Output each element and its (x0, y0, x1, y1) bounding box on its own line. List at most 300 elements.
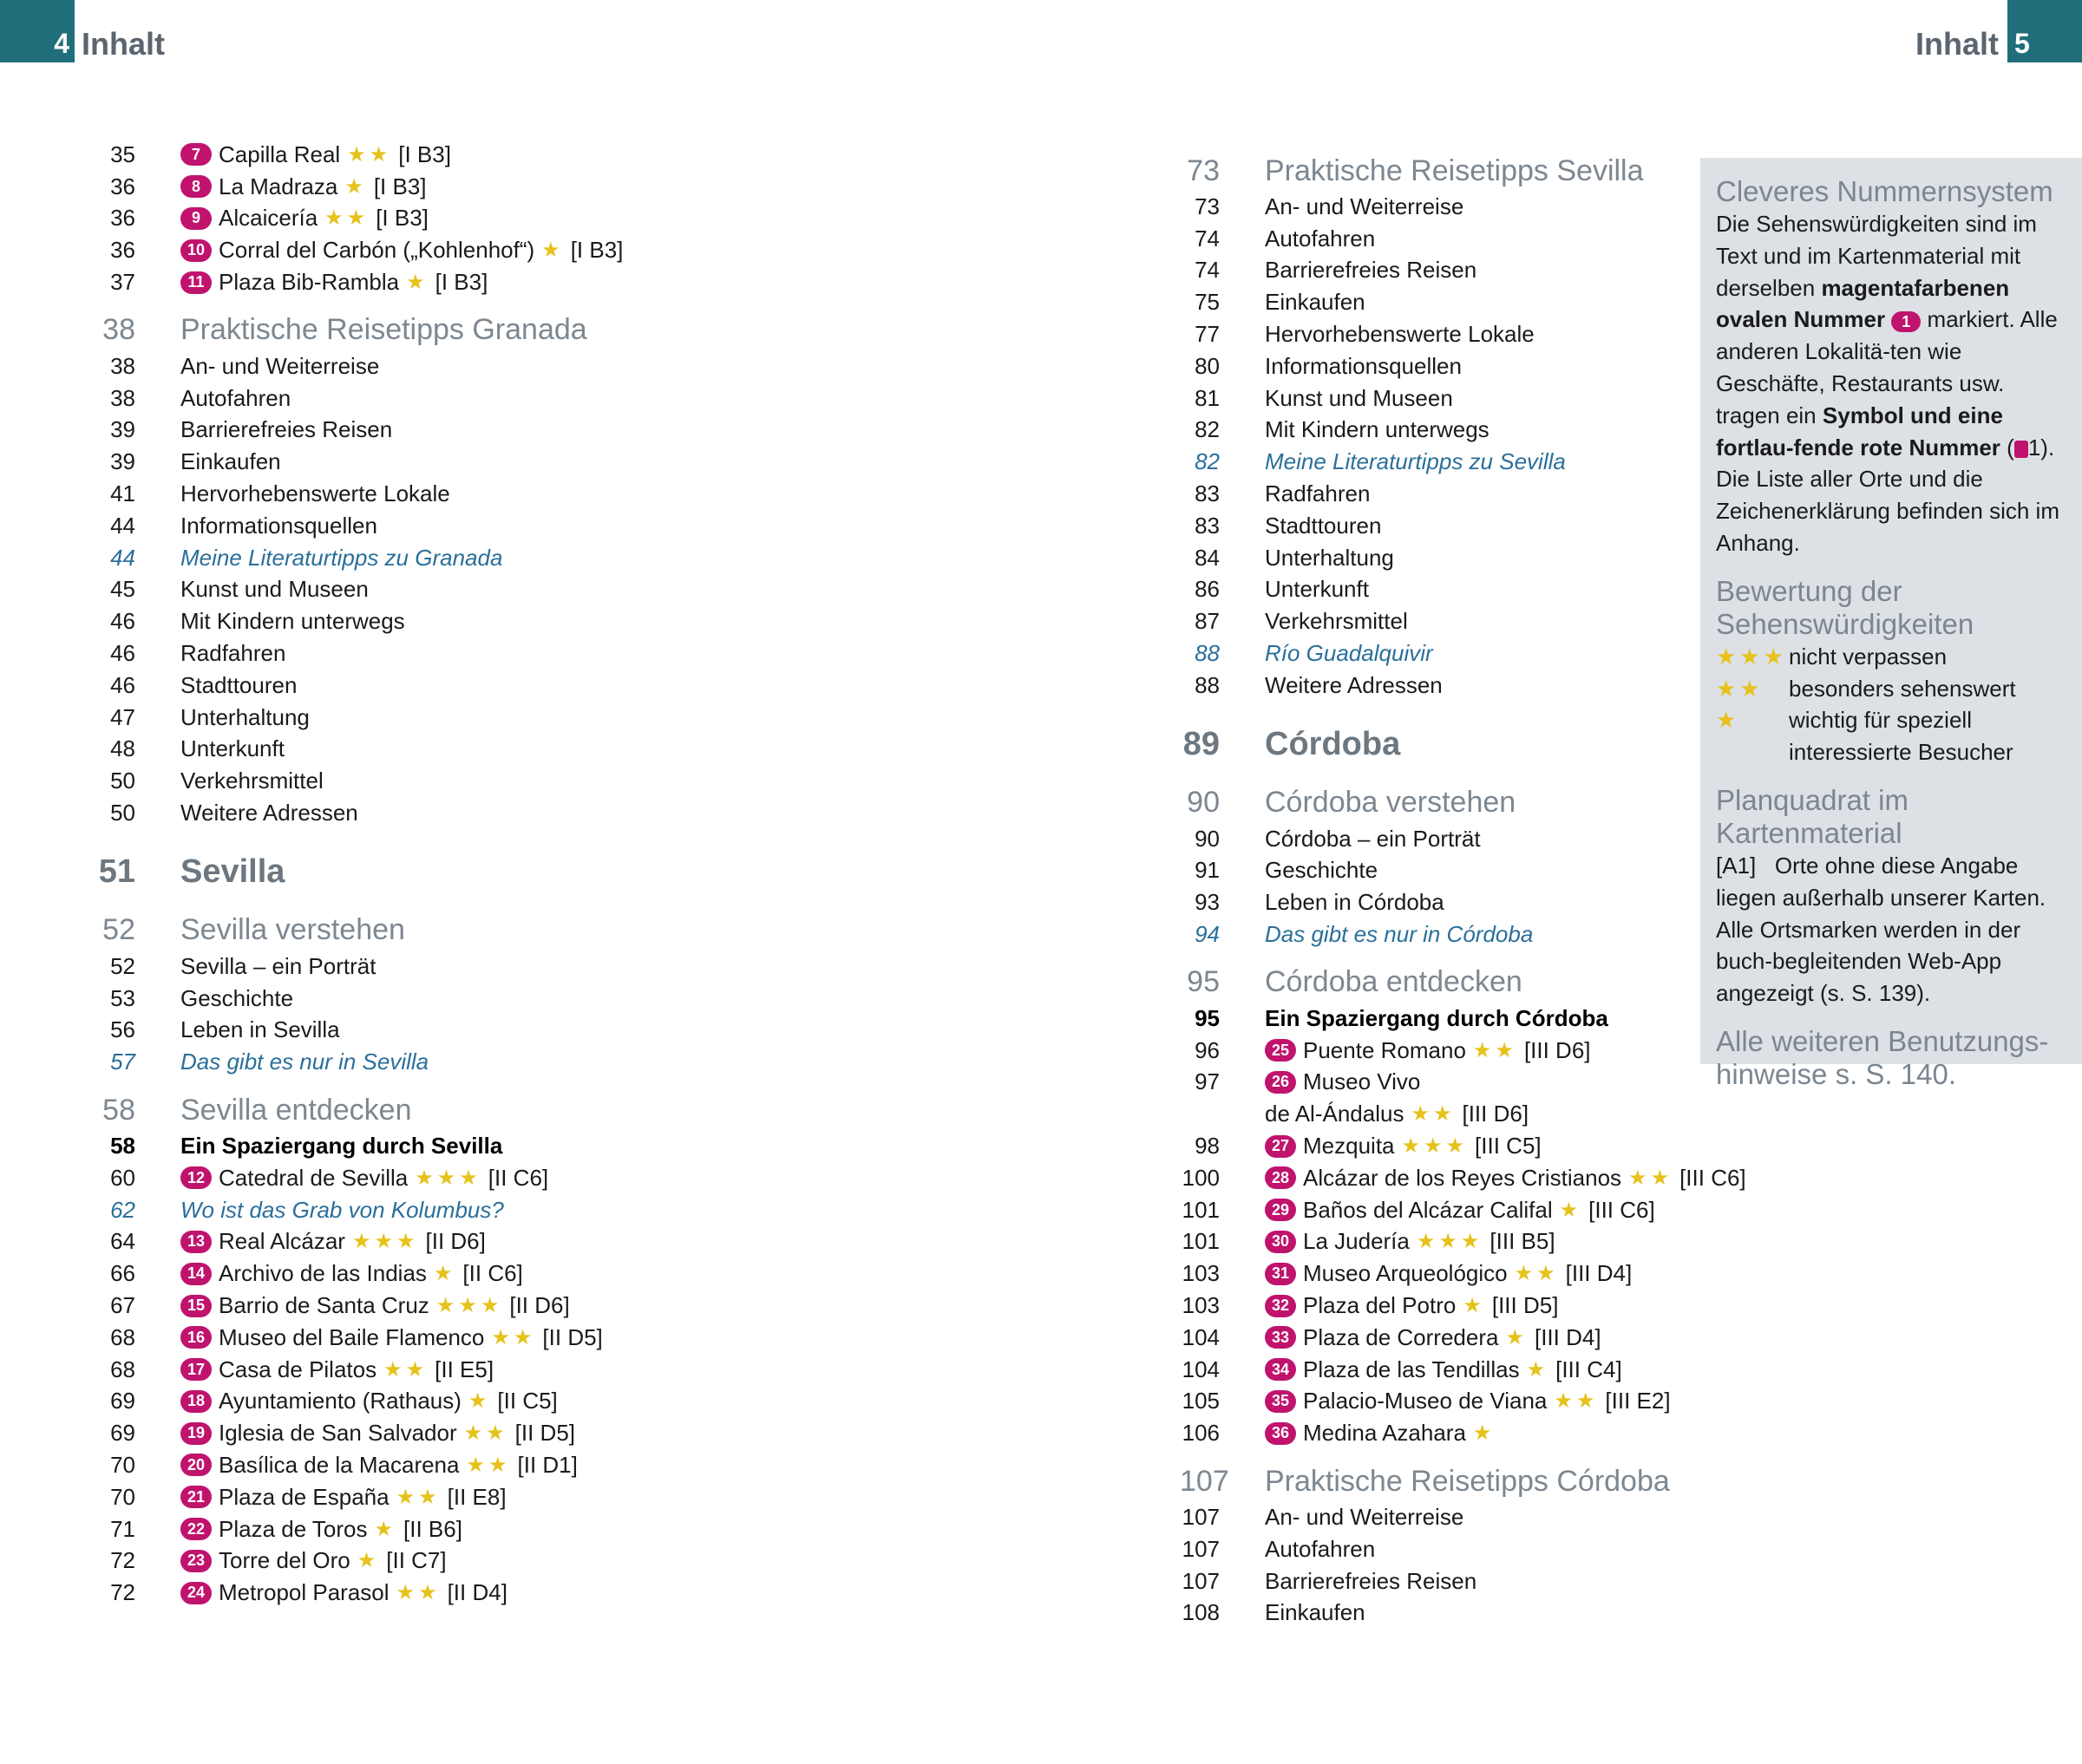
toc-entry[interactable] (95, 1162, 876, 1194)
page-number: 48 (110, 735, 135, 762)
entry-content (180, 1094, 412, 1127)
right-page-title: Inhalt (1915, 26, 1999, 62)
page-number: 35 (110, 140, 135, 167)
map-grid-reference: [I B3] (373, 173, 427, 199)
toc-entry[interactable] (1180, 446, 1718, 478)
page-number: 52 (110, 952, 135, 979)
page-number: 101 (1182, 1228, 1220, 1255)
map-grid-reference: [II D4] (447, 1579, 507, 1606)
entry-content (1265, 353, 1462, 380)
page-number: 103 (1182, 1260, 1220, 1287)
entry-content (180, 576, 369, 603)
entry-title: de Al-Ándalus (1265, 1101, 1404, 1127)
entry-title: Plaza de Corredera (1303, 1323, 1499, 1350)
toc-entry[interactable] (1180, 637, 1718, 670)
toc-left-column (95, 139, 876, 1609)
entry-title: Córdoba verstehen (1265, 786, 1516, 820)
sight-number-badge-icon: 29 (1265, 1199, 1296, 1221)
page-number: 46 (110, 640, 135, 667)
map-grid-reference: [II E5] (435, 1356, 494, 1382)
grid-text (1716, 850, 2065, 1009)
toc-entry[interactable] (95, 203, 876, 235)
toc-entry[interactable] (95, 605, 876, 637)
sight-number-badge-icon: 22 (180, 1518, 212, 1540)
toc-entry[interactable] (95, 983, 876, 1015)
toc-entry[interactable] (95, 1258, 876, 1290)
entry-title: Metropol Parasol (219, 1579, 390, 1606)
page-number: 103 (1182, 1292, 1220, 1318)
rating-legend-row (1716, 673, 2065, 705)
sight-number-badge-icon: 18 (180, 1390, 212, 1413)
page-number: 95 (1187, 965, 1220, 999)
entry-content (180, 1420, 575, 1447)
entry-title: Real Alcázar (219, 1228, 345, 1255)
toc-entry[interactable] (95, 765, 876, 797)
sight-number-badge-icon: 13 (180, 1231, 212, 1253)
toc-entry[interactable] (1180, 1290, 1718, 1322)
sight-number-badge-icon: 28 (1265, 1166, 1296, 1189)
rating-stars-icon: ★ (1559, 1198, 1582, 1222)
grid-info (1716, 784, 2065, 1009)
entry-title: Hervorhebenswerte Lokale (180, 480, 450, 507)
entry-title: Museo Arqueológico (1303, 1260, 1508, 1287)
toc-entry[interactable] (95, 1449, 876, 1481)
toc-entry[interactable] (1180, 478, 1718, 510)
entry-content (1265, 726, 1400, 763)
toc-entry[interactable] (95, 702, 876, 734)
entry-title: Córdoba – ein Porträt (1265, 825, 1481, 852)
entry-content (1265, 321, 1535, 348)
page-number: 69 (110, 1388, 135, 1414)
map-grid-reference: [I B3] (376, 205, 429, 232)
toc-entry[interactable] (1180, 415, 1718, 447)
page-number: 104 (1182, 1356, 1220, 1382)
entry-title: Capilla Real (219, 140, 341, 167)
page-number: 64 (110, 1228, 135, 1255)
rating-info (1716, 575, 2065, 768)
map-grid-reference: [III D6] (1462, 1101, 1529, 1127)
toc-entry[interactable] (95, 797, 876, 829)
entry-title: Ayuntamiento (Rathaus) (219, 1388, 462, 1414)
page-number: 71 (110, 1515, 135, 1542)
toc-entry[interactable] (1180, 542, 1718, 574)
entry-title: Praktische Reisetipps Granada (180, 313, 587, 347)
entry-content (1265, 786, 1516, 820)
numbering-info (1716, 175, 2065, 559)
map-grid-reference: [III B5] (1489, 1228, 1555, 1255)
entry-content (1265, 1599, 1365, 1626)
entry-title: Barrierefreies Reisen (1265, 257, 1477, 284)
toc-entry[interactable] (1180, 1565, 1718, 1597)
toc-entry[interactable] (1180, 1386, 1718, 1418)
entry-content (180, 1016, 340, 1043)
toc-entry[interactable] (95, 1417, 876, 1449)
sight-number-badge-icon: 20 (180, 1454, 212, 1476)
rating-stars-icon: ★★★ (435, 1294, 503, 1317)
toc-entry[interactable] (1180, 886, 1718, 918)
more-info (1716, 1025, 2065, 1091)
entry-title: Unterhaltung (1265, 544, 1394, 571)
toc-entry[interactable] (95, 415, 876, 447)
toc-entry[interactable] (1180, 823, 1718, 855)
entry-content (180, 385, 291, 412)
rating-stars-icon: ★★ (383, 1357, 429, 1382)
entry-content (1265, 1420, 1495, 1447)
toc-entry[interactable] (95, 1015, 876, 1047)
toc-entry[interactable] (95, 1046, 876, 1078)
entry-title: Verkehrsmittel (180, 768, 324, 794)
sight-number-badge-icon: 17 (180, 1358, 212, 1381)
toc-entry[interactable] (1180, 1322, 1718, 1354)
rating-stars-icon: ★ (357, 1549, 380, 1573)
entry-title: Torre del Oro (219, 1547, 350, 1574)
section-heading[interactable] (95, 310, 876, 350)
entry-title: Kunst und Museen (1265, 384, 1453, 411)
entry-title: Geschichte (1265, 857, 1378, 884)
toc-entry[interactable] (95, 266, 876, 298)
entry-title: Catedral de Sevilla (219, 1164, 409, 1191)
entry-content (1265, 289, 1365, 316)
entry-content (1265, 513, 1381, 539)
page-number: 68 (110, 1323, 135, 1350)
page-number: 97 (1195, 1068, 1220, 1095)
entry-content (180, 353, 379, 380)
toc-entry[interactable] (95, 1513, 876, 1545)
entry-title: Weitere Adressen (180, 800, 358, 826)
section-heading[interactable] (1180, 151, 1718, 191)
entry-content (180, 608, 405, 635)
entry-content (180, 1197, 504, 1224)
toc-entry[interactable] (95, 350, 876, 382)
page-number: 73 (1187, 154, 1220, 187)
entry-title: Unterkunft (1265, 576, 1369, 603)
sight-number-badge-icon: 23 (180, 1550, 212, 1572)
entry-title: Medina Azahara (1303, 1420, 1466, 1447)
toc-entry[interactable] (95, 637, 876, 670)
toc-entry[interactable] (1180, 1067, 1718, 1099)
entry-title: Plaza del Potro (1303, 1292, 1457, 1318)
toc-entry[interactable] (95, 1290, 876, 1322)
toc-entry[interactable] (95, 1226, 876, 1258)
map-grid-reference: [II C7] (386, 1547, 447, 1574)
rating-label: besonders sehenswert (1789, 675, 2016, 702)
toc-entry[interactable] (95, 382, 876, 415)
page-number: 66 (110, 1260, 135, 1287)
entry-content (1265, 1536, 1375, 1563)
page-number: 88 (1195, 671, 1220, 698)
page-number: 53 (110, 984, 135, 1011)
page-number: 107 (1182, 1535, 1220, 1562)
sight-number-badge-icon: 16 (180, 1326, 212, 1349)
toc-entry[interactable] (95, 1545, 876, 1577)
entry-content (180, 768, 324, 794)
toc-entry[interactable] (95, 171, 876, 203)
rating-stars-icon: ★★★ (1401, 1134, 1469, 1159)
toc-entry[interactable] (1180, 1226, 1718, 1258)
numbering-text-2: markiert. Alle anderen Lokalitä-ten wie Geschäfte, Restaurants usw. tragen ein (1716, 306, 2058, 428)
rating-label: nicht verpassen (1789, 643, 1948, 670)
toc-entry[interactable] (95, 1577, 876, 1609)
numbering-bold-1: magentafarbenen ovalen Nummer (1716, 274, 2010, 333)
rating-stars-icon: ★★★ (1416, 1230, 1483, 1254)
page-number: 107 (1182, 1567, 1220, 1594)
entry-content (1265, 257, 1476, 284)
toc-entry[interactable] (95, 670, 876, 702)
page-number: 87 (1195, 608, 1220, 635)
toc-entry[interactable] (95, 139, 876, 171)
entry-title: Plaza Bib-Rambla (219, 269, 400, 296)
page-number: 107 (1182, 1503, 1220, 1530)
page-number: 62 (110, 1196, 135, 1223)
toc-entry[interactable] (1180, 286, 1718, 318)
rating-stars-icon: ★ (1505, 1325, 1528, 1349)
sight-number-badge-icon: 32 (1265, 1295, 1296, 1317)
page-number: 96 (1195, 1036, 1220, 1063)
rating-stars-icon: ★ (374, 1517, 397, 1541)
entry-title: Einkaufen (180, 448, 281, 475)
map-grid-reference: [II C6] (462, 1260, 523, 1287)
rating-stars-icon: ★★ (463, 1421, 508, 1446)
rating-stars-icon: ★ (344, 174, 367, 199)
toc-entry[interactable] (95, 446, 876, 478)
entry-content (1265, 1197, 1655, 1224)
page-number: 91 (1195, 857, 1220, 884)
entry-title: La Madraza (219, 173, 338, 199)
toc-entry[interactable] (95, 510, 876, 542)
entry-content (1265, 545, 1394, 572)
page-number: 39 (110, 448, 135, 475)
map-grid-reference: [II D5] (542, 1323, 603, 1350)
entry-title: Verkehrsmittel (1265, 608, 1408, 635)
left-page-title: Inhalt (82, 26, 165, 62)
entry-content (180, 1547, 447, 1574)
page-number: 104 (1182, 1323, 1220, 1350)
grid-description: Orte ohne diese Angabe liegen außerhalb unserer Karten. Alle Ortsmarken werden in der buch-begleitenden Web-App angezeigt (s. S. 139). (1716, 852, 2046, 1007)
entry-content (1265, 640, 1433, 667)
page-number: 36 (110, 173, 135, 199)
rating-stars-icon: ★★★ (1716, 643, 1787, 670)
entry-title: Museo del Baile Flamenco (219, 1323, 485, 1350)
entry-content (1265, 576, 1369, 603)
toc-entry[interactable] (1180, 1501, 1718, 1533)
entry-title: Puente Romano (1303, 1036, 1466, 1063)
toc-entry[interactable] (1180, 382, 1718, 415)
page-number: 100 (1182, 1164, 1220, 1191)
rating-stars-icon: ★ (406, 271, 429, 295)
entry-content (180, 1228, 486, 1255)
map-grid-reference: [I B3] (570, 237, 624, 264)
toc-entry[interactable] (1180, 918, 1718, 951)
toc-entry[interactable] (1180, 1130, 1718, 1162)
toc-entry[interactable] (95, 234, 876, 266)
chapter-heading[interactable] (95, 846, 876, 898)
rating-stars-icon: ★★ (1411, 1102, 1456, 1127)
entry-title: Alcázar de los Reyes Cristianos (1303, 1164, 1622, 1191)
sight-number-badge-icon: 25 (1265, 1039, 1296, 1062)
entry-content (1265, 154, 1644, 188)
page-number: 84 (1195, 544, 1220, 571)
entry-content (180, 1049, 429, 1075)
rating-stars-icon: ★ (433, 1262, 456, 1286)
entry-title: Unterhaltung (180, 703, 310, 730)
toc-entry[interactable] (1180, 350, 1718, 382)
map-grid-reference: [II D1] (517, 1451, 578, 1478)
toc-entry[interactable] (95, 951, 876, 983)
toc-entry[interactable] (1180, 605, 1718, 637)
map-grid-reference: [III C4] (1555, 1356, 1622, 1382)
page-number: 68 (110, 1356, 135, 1382)
sight-number-badge-icon: 30 (1265, 1231, 1296, 1253)
section-heading[interactable] (1180, 963, 1718, 1003)
entry-content (1265, 857, 1378, 884)
sight-number-badge-icon: 8 (180, 175, 212, 198)
toc-entry[interactable] (1180, 1194, 1718, 1226)
entry-content (180, 1260, 523, 1287)
entry-title: An- und Weiterreise (180, 352, 380, 379)
entry-title: Autofahren (180, 384, 291, 411)
entry-title: Einkaufen (1265, 1599, 1365, 1626)
numbering-text-3: ). Die Liste aller Orte und die Zeichenerklärung befinden sich im Anhang. (1716, 434, 2059, 556)
toc-entry[interactable] (95, 734, 876, 766)
entry-content (1265, 1356, 1622, 1383)
toc-entry[interactable] (1180, 1258, 1718, 1290)
numbering-text-1: Die Sehenswürdigkeiten sind im Text und im Kartenmaterial mit derselben (1716, 211, 2037, 301)
toc-entry[interactable] (1180, 1417, 1718, 1449)
page-number: 51 (98, 853, 135, 891)
entry-title: Kunst und Museen (180, 576, 369, 603)
entry-title: Radfahren (1265, 480, 1371, 507)
toc-entry[interactable] (1180, 1098, 1718, 1130)
page-number: 50 (110, 800, 135, 826)
toc-entry[interactable] (95, 542, 876, 574)
toc-entry[interactable] (95, 1130, 876, 1162)
entry-content (180, 735, 285, 762)
rating-stars-icon: ★ (1716, 707, 1740, 734)
toc-entry[interactable] (1180, 855, 1718, 887)
entry-content (1265, 826, 1481, 853)
entry-title: Plaza de Toros (219, 1515, 368, 1542)
toc-entry[interactable] (95, 574, 876, 606)
page-number: 90 (1195, 825, 1220, 852)
page-number: 46 (110, 608, 135, 635)
entry-content (180, 1324, 603, 1351)
entry-title: Informationsquellen (1265, 352, 1462, 379)
toc-entry[interactable] (1180, 670, 1718, 702)
toc-entry[interactable] (95, 1386, 876, 1418)
sight-number-badge-icon: 34 (1265, 1358, 1296, 1381)
rating-stars-icon: ★★★ (351, 1230, 419, 1254)
entry-content (180, 672, 297, 699)
chapter-heading[interactable] (1180, 719, 1718, 771)
rating-stars-icon: ★ (1472, 1421, 1496, 1446)
toc-entry[interactable] (1180, 1003, 1718, 1035)
toc-entry[interactable] (1180, 318, 1718, 350)
toc-entry[interactable] (95, 1194, 876, 1226)
entry-title: Radfahren (180, 640, 286, 667)
section-heading[interactable] (95, 911, 876, 951)
legend-sidebar (1700, 158, 2082, 1090)
page-number: 47 (110, 703, 135, 730)
entry-content (180, 1484, 507, 1511)
rating-stars-icon: ★★ (1514, 1262, 1559, 1286)
page-number: 58 (102, 1093, 135, 1127)
entry-content (180, 448, 281, 475)
entry-title: Einkaufen (1265, 289, 1365, 316)
map-grid-reference: [III D4] (1565, 1260, 1633, 1287)
entry-title: Plaza de España (219, 1483, 390, 1510)
entry-content (180, 704, 310, 731)
sight-number-badge-icon: 24 (180, 1582, 212, 1604)
rating-stars-icon: ★★ (396, 1485, 441, 1509)
toc-entry[interactable] (1180, 510, 1718, 542)
toc-entry[interactable] (1180, 255, 1718, 287)
lock-symbol-icon (2014, 441, 2028, 458)
toc-entry[interactable] (95, 478, 876, 510)
page-number: 58 (110, 1133, 135, 1160)
page-number: 45 (110, 576, 135, 603)
page-number: 77 (1195, 321, 1220, 348)
sight-number-badge-icon: 15 (180, 1295, 212, 1317)
entry-title: Autofahren (1265, 225, 1376, 252)
page-number: 83 (1195, 512, 1220, 539)
toc-entry[interactable] (95, 1481, 876, 1513)
sight-number-badge-icon: 21 (180, 1486, 212, 1508)
toc-entry[interactable] (1180, 1597, 1718, 1629)
page-number: 70 (110, 1483, 135, 1510)
sight-number-badge-icon: 9 (180, 207, 212, 230)
entry-title: Meine Literaturtipps zu Sevilla (1265, 448, 1566, 475)
toc-entry[interactable] (95, 1322, 876, 1354)
map-grid-reference: [I B3] (398, 140, 451, 167)
toc-entry[interactable] (1180, 191, 1718, 223)
toc-entry[interactable] (95, 1354, 876, 1386)
page-number: 39 (110, 416, 135, 443)
toc-middle-column (1180, 139, 1746, 1629)
toc-entry[interactable] (1180, 574, 1718, 606)
entry-content (180, 1292, 570, 1319)
entry-content (180, 1133, 502, 1160)
section-heading[interactable] (95, 1090, 876, 1130)
entry-content (180, 985, 293, 1012)
sight-number-badge-icon: 35 (1265, 1390, 1296, 1413)
toc-entry[interactable] (1180, 1035, 1718, 1067)
section-heading[interactable] (1180, 783, 1718, 823)
toc-entry[interactable] (1180, 223, 1718, 255)
entry-title: Unterkunft (180, 735, 285, 762)
map-grid-reference: [III D4] (1534, 1323, 1601, 1350)
entry-content (180, 1388, 558, 1414)
toc-entry[interactable] (1180, 1533, 1718, 1565)
section-heading[interactable] (1180, 1461, 1718, 1501)
entry-content (1265, 1504, 1463, 1531)
entry-content (1265, 1388, 1671, 1414)
entry-title: Córdoba entdecken (1265, 965, 1522, 999)
toc-entry[interactable] (1180, 1162, 1746, 1194)
entry-title: Casa de Pilatos (219, 1356, 377, 1382)
map-grid-reference: [II B6] (403, 1515, 462, 1542)
rating-stars-icon: ★★ (324, 206, 370, 231)
entry-title: Barrierefreies Reisen (1265, 1567, 1477, 1594)
entry-content (1265, 448, 1566, 475)
entry-title: Sevilla – ein Porträt (180, 952, 376, 979)
entry-content (180, 480, 450, 507)
page-number: 94 (1195, 921, 1220, 948)
page-number: 69 (110, 1420, 135, 1447)
toc-entry[interactable] (1180, 1354, 1718, 1386)
sight-number-badge-icon: 27 (1265, 1135, 1296, 1158)
sight-number-badge-icon: 26 (1265, 1071, 1296, 1094)
more-hints: Alle weiteren Benutzungs-hinweise s. S. 140. (1716, 1024, 2049, 1090)
